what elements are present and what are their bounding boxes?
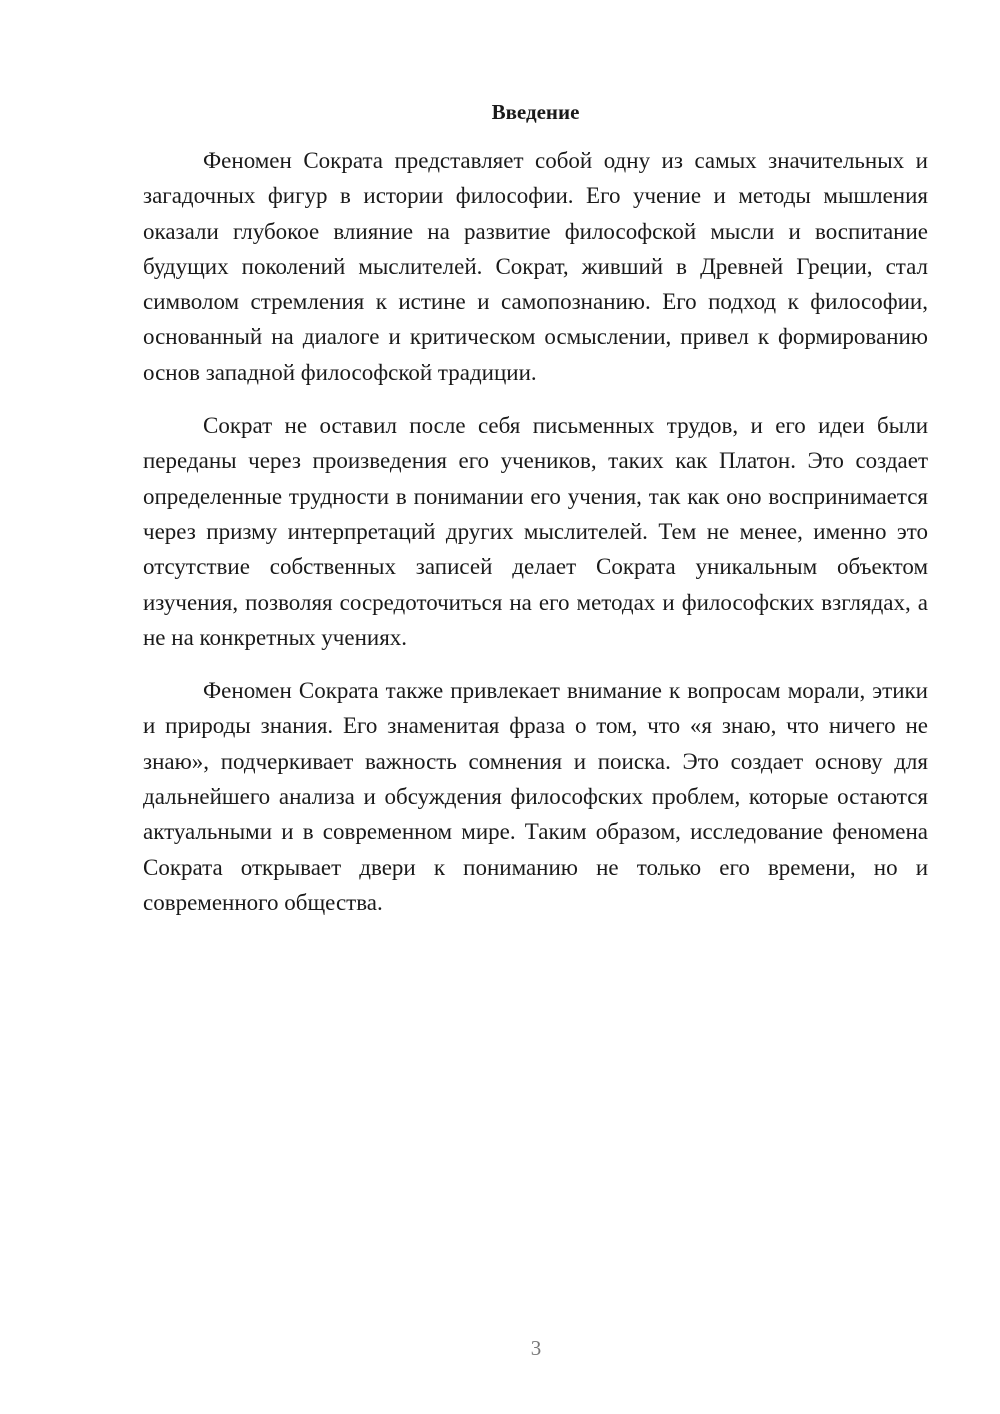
page-number: 3	[530, 1336, 542, 1360]
paragraph-1: Феномен Сократа представляет собой одну из самых значительных и загадочных фигур в истории философии. Его учение и методы мышления оказали глубокое влияние на развитие философской мысли и воспитание будущих поколений мыслителей. Сократ, живший в Древней Греции, стал символом стремления к истине и самопознанию. Его подход к философии, основанный на диалоге и критическом осмыслении, привел к формированию основ западной философской традиции.	[143, 148, 928, 385]
paragraph-3: Феномен Сократа также привлекает внимание к вопросам морали, этики и природы знания. Его знаменитая фраза о том, что «я знаю, что ничего не знаю», подчеркивает важность сомнения и поиска. Это создает основу для дальнейшего анализа и обсуждения философских проблем, которые остаются актуальными и в современном мире. Таким образом, исследование феномена Сократа открывает двери к пониманию не только его времени, но и современного общества.	[143, 678, 928, 915]
body-text	[143, 143, 928, 938]
section-heading: Введение	[491, 100, 580, 124]
paragraph-2: Сократ не оставил после себя письменных трудов, и его идеи были переданы через произведения его учеников, таких как Платон. Это создает определенные трудности в понимании его учения, так как оно воспринимается через призму интерпретаций других мыслителей. Тем не менее, именно это отсутствие собственных записей делает Сократа уникальным объектом изучения, позволяя сосредоточиться на его методах и философских взглядах, а не на конкретных учениях.	[143, 413, 928, 650]
